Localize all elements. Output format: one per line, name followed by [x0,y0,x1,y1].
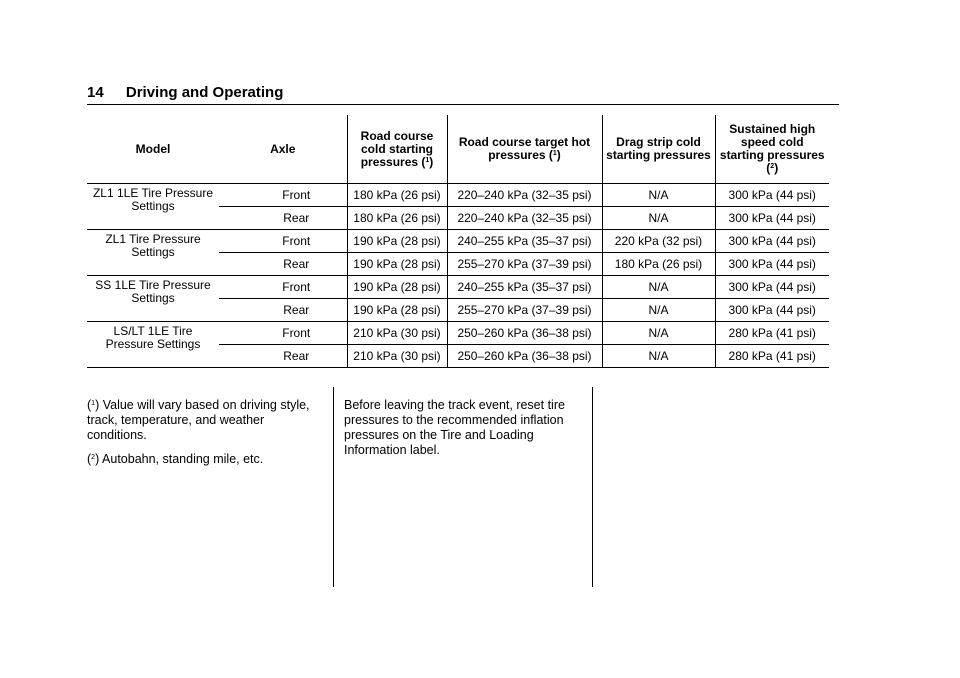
axle-cell: Front [219,276,347,299]
road-cold-cell: 210 kPa (30 psi) [347,322,447,345]
page-header [87,84,839,105]
road-cold-cell: 180 kPa (26 psi) [347,184,447,207]
drag-cell: N/A [602,299,715,322]
drag-cell: 180 kPa (26 psi) [602,253,715,276]
axle-cell: Front [219,322,347,345]
footnote-ref: 2 [770,163,775,170]
table-row [87,184,829,207]
road-hot-cell: 240–255 kPa (35–37 psi) [447,230,602,253]
table-header-row [87,115,829,184]
road-hot-cell: 255–270 kPa (37–39 psi) [447,299,602,322]
axle-cell: Rear [219,345,347,368]
footnote-marker: 2 [91,454,96,461]
footnote-marker: 1 [91,400,96,407]
road-cold-cell: 210 kPa (30 psi) [347,345,447,368]
table-row [87,276,829,299]
road-hot-cell: 250–260 kPa (36–38 psi) [447,322,602,345]
model-cell: LS/LT 1LE Tire Pressure Settings [87,322,219,368]
column-divider [333,387,334,587]
col-header-model: Model [87,115,219,184]
col-header-axle: Axle [219,115,347,184]
model-cell: SS 1LE Tire Pressure Settings [87,276,219,322]
road-hot-cell: 240–255 kPa (35–37 psi) [447,276,602,299]
road-hot-cell: 250–260 kPa (36–38 psi) [447,345,602,368]
col-header-road-hot: Road course target hot pressures ($^1$) [447,115,602,184]
tire-pressure-table [87,115,829,368]
footnotes [87,398,327,476]
axle-cell: Rear [219,299,347,322]
sustained-cell: 300 kPa (44 psi) [715,207,829,230]
footnote-ref: 1 [552,150,557,157]
road-hot-cell: 220–240 kPa (32–35 psi) [447,207,602,230]
road-cold-cell: 190 kPa (28 psi) [347,276,447,299]
footnote: ($^1$) Value will vary based on driving style, track, temperature, and weather conditions. [87,398,310,442]
col-header-sustained: Sustained high speed cold starting pressures ($^2$) [715,115,829,184]
page-number: 14 [87,84,104,101]
drag-cell: N/A [602,184,715,207]
axle-cell: Rear [219,207,347,230]
col-header-drag: Drag strip cold starting pressures [602,115,715,184]
sustained-cell: 280 kPa (41 psi) [715,345,829,368]
footnote: ($^2$) Autobahn, standing mile, etc. [87,452,264,466]
table-row [87,322,829,345]
sustained-cell: 300 kPa (44 psi) [715,230,829,253]
axle-cell: Rear [219,253,347,276]
drag-cell: N/A [602,276,715,299]
road-hot-cell: 255–270 kPa (37–39 psi) [447,253,602,276]
drag-cell: 220 kPa (32 psi) [602,230,715,253]
table-row [87,230,829,253]
drag-cell: N/A [602,207,715,230]
road-cold-cell: 190 kPa (28 psi) [347,230,447,253]
sustained-cell: 300 kPa (44 psi) [715,184,829,207]
sustained-cell: 280 kPa (41 psi) [715,322,829,345]
sustained-cell: 300 kPa (44 psi) [715,253,829,276]
road-hot-cell: 220–240 kPa (32–35 psi) [447,184,602,207]
drag-cell: N/A [602,345,715,368]
axle-cell: Front [219,230,347,253]
model-cell: ZL1 Tire Pressure Settings [87,230,219,276]
road-cold-cell: 180 kPa (26 psi) [347,207,447,230]
col-header-road-cold: Road course cold starting pressures ($^1$) [347,115,447,184]
drag-cell: N/A [602,322,715,345]
model-cell: ZL1 1LE Tire Pressure Settings [87,184,219,230]
footnote-ref: 1 [425,156,430,164]
section-title: Driving and Operating [125,84,284,101]
sustained-cell: 300 kPa (44 psi) [715,299,829,322]
sustained-cell: 300 kPa (44 psi) [715,276,829,299]
road-cold-cell: 190 kPa (28 psi) [347,253,447,276]
track-reset-note: Before leaving the track event, reset tire pressures to the recommended inflation pressures on the Tire and Loading Information label. [344,398,565,457]
column-divider [592,387,593,587]
axle-cell: Front [219,184,347,207]
road-cold-cell: 190 kPa (28 psi) [347,299,447,322]
